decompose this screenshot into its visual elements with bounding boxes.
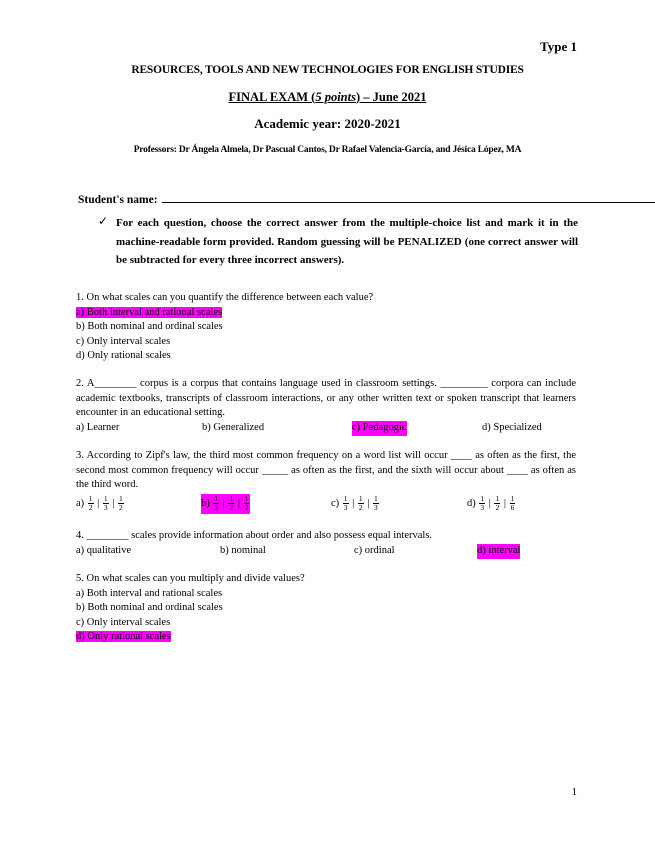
fraction: [213, 495, 219, 512]
fraction-numerator: 1: [214, 494, 219, 504]
option-label: b): [201, 498, 213, 509]
exam-title-part-a: FINAL EXAM (: [228, 90, 316, 104]
course-title: RESOURCES, TOOLS AND NEW TECHNOLOGIES FOR ENGLISH STUDIES: [131, 64, 524, 76]
fraction-separator: |: [109, 498, 118, 509]
question-5-option-d: d) Only rational scales: [76, 631, 171, 642]
exam-title-part-c: ) – June 2021: [355, 90, 427, 104]
fraction: [343, 495, 349, 512]
fraction: [373, 495, 379, 512]
fraction-denominator: 2: [229, 503, 234, 513]
question-4-option-b: b) nominal: [220, 545, 266, 556]
question-3-option-b: [201, 494, 250, 514]
fraction-numerator: 1: [244, 494, 249, 504]
fraction-denominator: 6: [510, 503, 515, 513]
fraction-numerator: 1: [229, 494, 234, 504]
fraction-numerator: 1: [374, 494, 378, 504]
fraction-separator: |: [94, 498, 102, 509]
question-5-option-c: c) Only interval scales: [76, 616, 171, 628]
fraction-numerator: 1: [88, 494, 93, 504]
student-name-field: [78, 192, 655, 206]
question-1-option-a: a) Both interval and rational scales: [76, 306, 223, 318]
fraction-denominator: 2: [495, 503, 500, 513]
question-5-option-b: b) Both nominal and ordinal scales: [76, 602, 223, 613]
question-1-option-b: b) Both nominal and ordinal scales: [76, 321, 223, 332]
academic-year: Academic year: 2020-2021: [254, 116, 401, 131]
question-5: [76, 572, 576, 645]
student-name-label: Student's name:: [78, 194, 158, 206]
question-3-text: 3. According to Zipf's law, the third most common frequency on a word list will occur ____ as often as the first, the second most common frequency will occur _____ as often as the first, and the sixth will occur about ____ as often as the third word.: [76, 450, 576, 490]
fraction: [510, 495, 516, 512]
fraction: [228, 495, 234, 512]
question-5-text: 5. On what scales can you multiply and divide values?: [76, 573, 305, 584]
fraction-denominator: 3: [480, 503, 485, 513]
question-2-option-c: c) Pedagogic: [352, 421, 407, 436]
question-4-text: 4. ________ scales provide information about order and also possess equal intervals.: [76, 530, 433, 541]
professors-line: Professors: Dr Ángela Almela, Dr Pascual Cantos, Dr Rafael Valencia-García, and Jésica López, MA: [133, 145, 522, 155]
fraction-denominator: 3: [374, 503, 378, 513]
fraction-numerator: 1: [103, 494, 108, 504]
student-name-blank: [162, 192, 655, 203]
question-1-text: 1. On what scales can you quantify the difference between each value?: [76, 292, 374, 303]
exam-title-points: 5 points: [315, 90, 356, 104]
question-3-options: [76, 494, 576, 518]
fraction-numerator: 1: [480, 494, 485, 504]
fraction: [103, 495, 109, 512]
fraction-numerator: 1: [510, 494, 515, 504]
fraction-separator: |: [349, 498, 357, 509]
fraction: [494, 495, 500, 512]
exam-title: [0, 90, 655, 105]
fraction-denominator: 2: [119, 503, 123, 513]
question-3-option-a: [76, 494, 125, 514]
fraction-separator: |: [486, 498, 494, 509]
fraction: [88, 495, 94, 512]
fraction-denominator: 3: [103, 503, 108, 513]
question-4: [76, 529, 576, 544]
question-5-option-a: a) Both interval and rational scales: [76, 587, 223, 599]
fraction-denominator: 3: [214, 503, 219, 513]
fraction-numerator: 1: [495, 494, 500, 504]
fraction-separator: |: [220, 498, 228, 509]
fraction-denominator: 2: [88, 503, 93, 513]
exam-type-label: Type 1: [540, 39, 577, 54]
fraction: [244, 495, 250, 512]
instructions-text: For each question, choose the correct answer from the multiple-choice list and mark it in the machine-readable form provided. Random guessing will be PENALIZED (one correct answer will be subtracted for every three incorrect answers).: [116, 217, 578, 266]
checkmark-icon: ✓: [98, 214, 109, 228]
fraction-denominator: 2: [244, 503, 249, 513]
fraction: [118, 495, 124, 512]
fraction-separator: |: [364, 498, 373, 509]
question-4-option-c: c) ordinal: [354, 545, 395, 556]
option-label: a): [76, 498, 87, 509]
option-label: d): [467, 498, 479, 509]
fraction: [358, 495, 364, 512]
question-3: [76, 449, 576, 493]
question-3-option-c: [331, 494, 380, 514]
question-2-option-b: b) Generalized: [202, 422, 265, 433]
question-1: [76, 291, 576, 364]
option-label: c): [331, 498, 342, 509]
fraction-denominator: 3: [343, 503, 348, 513]
question-2: [76, 377, 576, 421]
fraction-denominator: 2: [358, 503, 363, 513]
question-2-text: 2. A________ corpus is a corpus that contains language used in classroom settings. _________ corpora can include academic textbooks, transcripts of classroom interactions, or any other written text or spoken transcript that learners encounter in an educational setting.: [76, 378, 576, 418]
question-4-option-d: d) interval: [477, 544, 520, 559]
fraction: [479, 495, 485, 512]
question-1-option-c: c) Only interval scales: [76, 335, 171, 347]
question-2-option-a: a) Learner: [76, 422, 120, 433]
fraction-separator: |: [235, 498, 243, 509]
fraction-separator: |: [501, 498, 509, 509]
question-1-option-d: d) Only rational scales: [76, 350, 171, 361]
question-2-option-d: d) Specialized: [482, 422, 542, 433]
page-number: 1: [571, 786, 577, 798]
question-3-option-d: [467, 494, 516, 514]
fraction-numerator: 1: [119, 494, 123, 504]
question-4-option-a: a) qualitative: [76, 545, 132, 556]
fraction-numerator: 1: [358, 494, 363, 504]
fraction-numerator: 1: [343, 494, 348, 504]
